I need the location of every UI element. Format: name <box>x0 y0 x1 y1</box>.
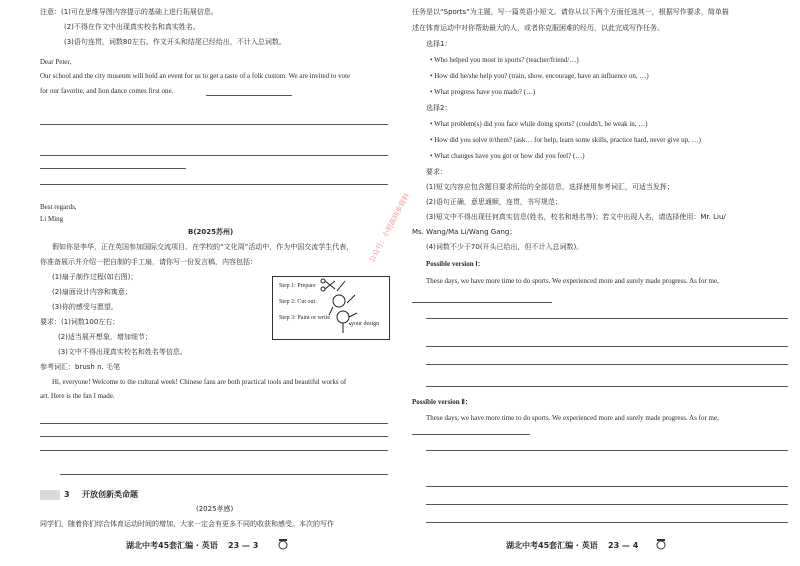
writing-line[interactable] <box>40 168 186 169</box>
section-tag <box>40 490 60 500</box>
requirement-2: (2)语句正确，意思通顺，连贯，书写规范； <box>426 198 562 206</box>
writing-line[interactable] <box>40 450 388 451</box>
option-1-q3: • What progress have you made? (…) <box>430 88 536 96</box>
option-1-q2: • How did he/she help you? (train, show, encourage, have an influence on, …) <box>430 72 649 80</box>
writing-line[interactable] <box>40 436 388 437</box>
publisher-logo-icon <box>654 538 668 550</box>
task-b-start-2: art. Here is the fan I made. <box>40 392 115 400</box>
option-2-q2: • How did you solve it/them? (ask… for help, learn some skills, practice hard, never give up, …) <box>430 136 701 144</box>
section-text: 同学们，随着你们综合体育运动时间的增加，大家一定会有更多不同的收获和感受。本次的写作 <box>40 520 334 528</box>
fan-drawing-icon <box>273 277 389 339</box>
watermark-text: 公众号：小初高同步资料 <box>368 192 412 264</box>
option-2-title: 选择2： <box>426 104 452 112</box>
task-b-item-1: (1)扇子制作过程(如右图)； <box>52 273 138 281</box>
note-3: (3)语句连贯，词数80左右。作文开头和结尾已经给出，不计入总词数。 <box>64 38 286 46</box>
task-b-req-2: (3)文中不得出现真实校名和姓名等信息。 <box>58 348 187 356</box>
task-b-ref-word: 参考词汇：brush n. 毛笔 <box>40 363 120 371</box>
requirements-title: 要求： <box>426 168 447 176</box>
writing-line[interactable] <box>40 124 388 125</box>
writing-line[interactable] <box>426 346 788 347</box>
note-2: (2)不得在作文中出现真实校名和真实姓名。 <box>64 23 200 31</box>
footer-title: 湖北中考45套汇编 · 英语 <box>126 541 218 550</box>
writing-line[interactable] <box>40 423 388 424</box>
right-intro-2: 述在体育运动中对你帮助最大的人，或者你克服困难的经历，以此完成写作任务。 <box>412 24 664 32</box>
publisher-logo-icon <box>276 538 290 550</box>
letter-signature: Li Ming <box>40 215 64 223</box>
version-2-start: These days, we have more time to do sports. We experienced more and surely made progress. As for me, <box>426 414 719 422</box>
figure-step-2: Step 2: Cut out <box>279 299 316 305</box>
task-b-req-title: 要求：(1)词数100左右； <box>40 318 120 326</box>
option-1-q1: • Who helped you most in sports? (teacher/friend/…) <box>430 56 579 64</box>
answer-blank[interactable] <box>206 95 292 96</box>
footer-title: 湖北中考45套汇编 · 英语 <box>506 541 598 550</box>
note-1: 注意：(1)可在思维导图内容提示的基础上进行拓展信息。 <box>40 8 218 16</box>
writing-line[interactable] <box>426 450 788 451</box>
fan-steps-figure <box>272 276 390 340</box>
option-2-q3: • What changes have you got or how did you feel? (…) <box>430 152 585 160</box>
writing-line[interactable] <box>426 486 788 487</box>
writing-line[interactable] <box>60 474 388 475</box>
task-b-heading: B(2025苏州) <box>188 228 234 236</box>
requirement-4: (4)词数不少于70(开头已给出，但不计入总词数)。 <box>426 243 584 251</box>
writing-line[interactable] <box>40 184 388 185</box>
figure-design-label: your design <box>351 321 380 327</box>
option-1-title: 选择1： <box>426 40 452 48</box>
letter-body-line1: Our school and the city museum will hold an event for us to get a taste of a folk custom. We are invited to vote <box>40 72 351 80</box>
footer-page: 23 — 3 <box>228 541 259 550</box>
requirement-1: (1)短文内容应包含题目要求所给的全部信息，选择使用参考词汇，可适当发挥； <box>426 183 674 191</box>
section-source: (2025孝感) <box>196 505 234 513</box>
writing-line[interactable] <box>426 522 788 523</box>
task-b-start-1: Hi, everyone! Welcome to the cultural week! Chinese fans are both practical tools and beautiful works of <box>52 378 347 386</box>
letter-body-line2: for our favorite, and lion dance comes first one. <box>40 87 174 95</box>
section-title: 开放创新类命题 <box>82 490 138 499</box>
version-1-start: These days, we have more time to do sports. We experienced more and surely made progress. As for me, <box>426 277 719 285</box>
task-b-req-1: (2)适当展开想象，增加细节； <box>58 333 152 341</box>
task-b-intro-1: 假如你是李华，正在英国参加国际交流项目。在学校的“文化周”活动中，作为中国交流学生代表， <box>52 243 354 251</box>
writing-line[interactable] <box>426 504 788 505</box>
version-2-title: Possible version Ⅱ： <box>412 398 472 406</box>
task-b-item-2: (2)扇面设计内容和寓意； <box>52 288 132 296</box>
writing-line[interactable] <box>412 434 530 435</box>
task-b-intro-2: 你准备展示并介绍一把自制的手工扇，请你写一份发言稿，内容包括： <box>40 258 257 266</box>
requirement-3: (3)短文中不得出现任何真实信息(姓名，校名和地名等)；若文中出现人名，请选择使用：Mr. Liu/ <box>426 213 726 221</box>
writing-line[interactable] <box>412 302 552 303</box>
writing-line[interactable] <box>426 364 788 365</box>
section-number: 3 <box>64 490 70 499</box>
figure-step-1: Step 1: Prepare <box>279 283 316 289</box>
writing-line[interactable] <box>40 155 388 156</box>
writing-line[interactable] <box>426 386 788 387</box>
right-intro-1: 任务是以“Sports”为主题，写一篇英语小短文。请你从以下两个方面任选其一，根据写作要求，简单描 <box>412 8 729 16</box>
letter-closing: Best regards, <box>40 203 77 211</box>
letter-salutation: Dear Peter, <box>40 58 72 66</box>
requirement-names: Ms. Wang/Ma Li/Wang Gang； <box>412 228 517 236</box>
right-page <box>400 0 800 566</box>
task-b-item-3: (3)你的感受与愿望。 <box>52 303 118 311</box>
version-1-title: Possible version Ⅰ： <box>426 260 485 268</box>
option-2-q1: • What problem(s) did you face while doing sports? (couldn't, be weak in, …) <box>430 120 648 128</box>
writing-line[interactable] <box>426 318 788 319</box>
footer-page: 23 — 4 <box>608 541 639 550</box>
figure-step-3: Step 3: Paint or write <box>279 315 330 321</box>
